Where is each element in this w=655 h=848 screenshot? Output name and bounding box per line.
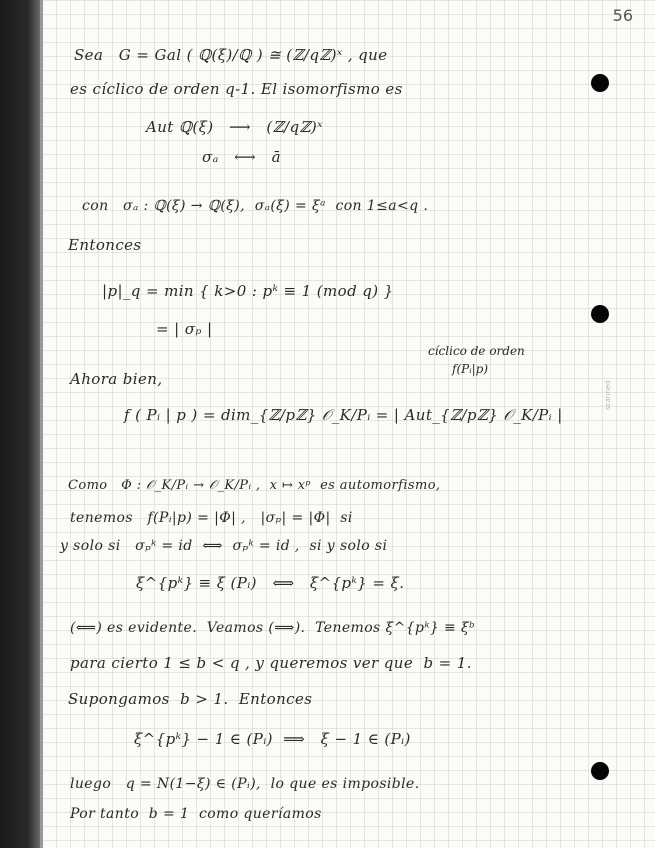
handwritten-line: es cíclico de orden q-1. El isomorfismo es [70,80,403,98]
scanner-stamp: scanned [604,380,612,410]
handwritten-line: luego q = N(1−ξ) ∈ (Pᵢ), lo que es imposible. [70,776,420,792]
margin-note-line: f(Pᵢ|p) [452,362,489,376]
handwritten-line: σₐ ⟷ ā [202,148,281,166]
handwritten-line: para cierto 1 ≤ b < q , y queremos ver que b = 1. [70,654,472,672]
handwritten-line: ξ^{pᵏ} − 1 ∈ (Pᵢ) ⟹ ξ − 1 ∈ (Pᵢ) [134,730,411,748]
handwritten-line: |p|_q = min { k>0 : pᵏ ≡ 1 (mod q) } [102,282,394,300]
page-edge-shadow [40,0,43,848]
handwritten-line: tenemos f(Pᵢ|p) = |Φ| , |σₚ| = |Φ| si [70,510,353,526]
punch-hole [591,74,609,92]
handwritten-line: (⟸) es evidente. Veamos (⟹). Tenemos ξ^{pᵏ} ≡ ξᵇ [70,620,476,636]
handwritten-line: Por tanto b = 1 como queríamos [70,806,322,822]
handwritten-line: Entonces [68,236,142,254]
page-number: 56 [612,6,633,25]
punch-hole [591,762,609,780]
handwritten-line: y solo si σₚᵏ = id ⟺ σₚᵏ = id , si y solo si [60,538,388,554]
punch-hole [591,305,609,323]
handwritten-line: Aut ℚ(ξ) ⟶ (ℤ/qℤ)ˣ [146,118,323,136]
handwritten-line: Sea G = Gal ( ℚ(ξ)/ℚ ) ≅ (ℤ/qℤ)ˣ , que [74,46,388,64]
page-binding-edge [0,0,40,848]
handwritten-line: Ahora bien, [70,370,163,388]
handwritten-line: f ( Pᵢ | p ) = dim_{ℤ/pℤ} 𝒪_K/Pᵢ = | Aut_{ℤ/pℤ} 𝒪_K/Pᵢ | [124,406,563,424]
handwritten-line: con σₐ : ℚ(ξ) → ℚ(ξ), σₐ(ξ) = ξᵃ con 1≤a<q . [82,198,429,214]
handwritten-line: ξ^{pᵏ} ≡ ξ (Pᵢ) ⟺ ξ^{pᵏ} = ξ. [136,574,405,592]
handwritten-line: Como Φ : 𝒪_K/Pᵢ → 𝒪_K/Pᵢ , x ↦ xᵖ es automorfismo, [68,478,441,493]
margin-note-line: cíclico de orden [428,344,525,358]
handwritten-line: Supongamos b > 1. Entonces [68,690,313,708]
handwritten-line: = | σₚ | [156,320,213,338]
